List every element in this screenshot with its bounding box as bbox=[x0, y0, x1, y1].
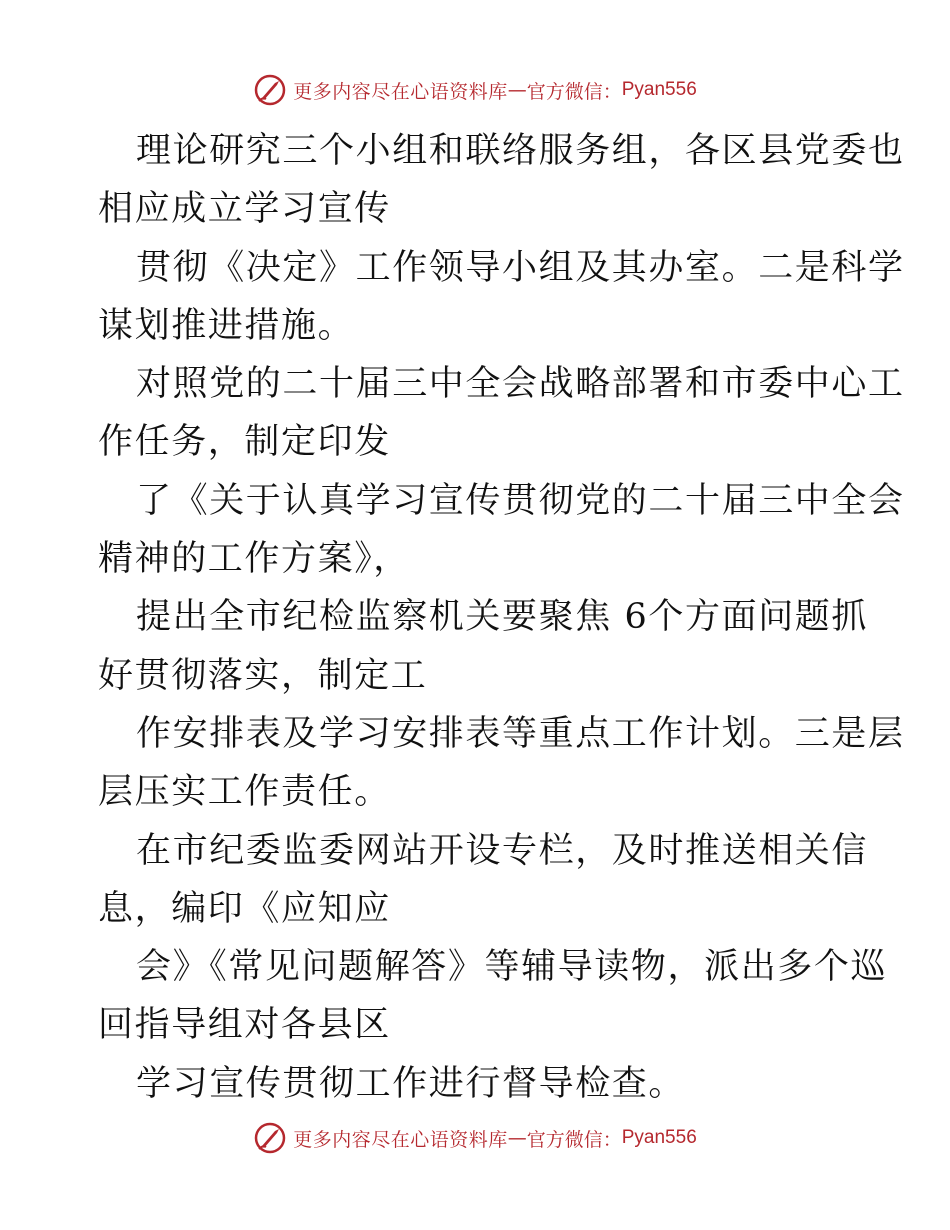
body-line: 贯彻《决定》工作领导小组及其办室。二是科学 bbox=[136, 247, 905, 288]
body-line: 好贯彻落实，制定工 bbox=[98, 655, 428, 696]
banner-brand: 更多内容尽在心语资料库 bbox=[293, 1128, 508, 1151]
body-line: 息，编印《应知应 bbox=[98, 888, 391, 929]
body-line: 学习宣传贯彻工作进行督导检查。 bbox=[136, 1063, 686, 1104]
body-line: 理论研究三个小组和联络服务组，各区县党委也 bbox=[136, 131, 905, 171]
footer-banner bbox=[0, 1118, 950, 1158]
banner-dash: — bbox=[507, 79, 527, 101]
document-body bbox=[98, 122, 905, 1113]
header-banner bbox=[0, 70, 950, 110]
body-line: 谋划推进措施。 bbox=[98, 305, 355, 346]
body-line: 精神的工作方案》， bbox=[98, 539, 410, 580]
body-line: 作安排表及学习安排表等重点工作计划。三是层 bbox=[136, 713, 905, 754]
quill-pen-logo-icon bbox=[253, 1121, 287, 1155]
body-line: 层压实工作责任。 bbox=[98, 772, 391, 813]
body-line: 作任务，制定印发 bbox=[98, 422, 391, 463]
body-line: 提出全市纪检监察机关要聚焦 6个方面问题抓 bbox=[136, 597, 868, 638]
quill-pen-logo-icon bbox=[253, 73, 287, 107]
body-line: 相应成立学习宣传 bbox=[98, 189, 391, 230]
body-line: 对照党的二十届三中全会战略部署和市委中心工 bbox=[136, 364, 905, 405]
body-line: 了《关于认真学习宣传贯彻党的二十届三中全会 bbox=[136, 480, 905, 521]
banner-wechat-id: Pyan556 bbox=[621, 79, 697, 100]
body-line: 会》《常见问题解答》等辅导读物，派出多个巡 bbox=[136, 947, 888, 988]
banner-wechat-label: 官方微信： bbox=[526, 80, 622, 103]
banner-dash: — bbox=[507, 1127, 527, 1149]
banner-wechat-label: 官方微信： bbox=[526, 1128, 622, 1151]
banner-wechat-id: Pyan556 bbox=[621, 1127, 697, 1148]
body-line: 回指导组对各县区 bbox=[98, 1005, 391, 1046]
banner-brand: 更多内容尽在心语资料库 bbox=[293, 80, 508, 103]
body-line: 在市纪委监委网站开设专栏，及时推送相关信 bbox=[136, 830, 869, 871]
